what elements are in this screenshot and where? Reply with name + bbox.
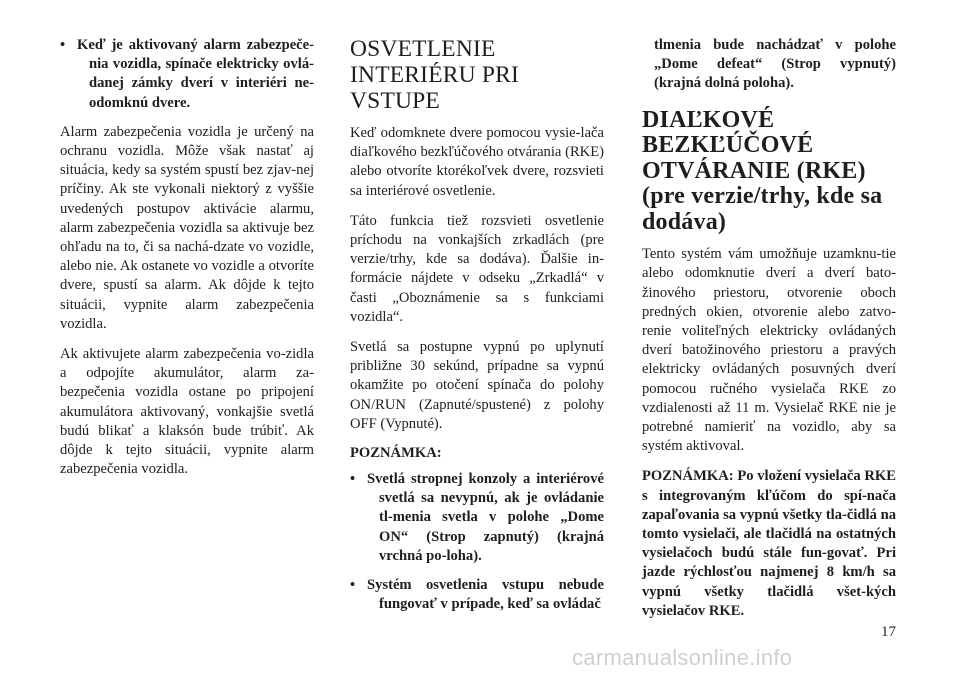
paragraph: Svetlá sa postupne vypnú po uplynutí približne 30 sekúnd, prípadne sa vypnú okamžite po otočení spínača do polohy ON/RUN (Zapnuté/spustené) z polohy OFF (Vypnuté).: [350, 339, 604, 432]
column-right: [642, 36, 896, 632]
bullet-item: [60, 36, 314, 113]
bullet-dot: •: [350, 471, 356, 488]
bullet-text: Svetlá stropnej konzoly a interiérové svetlá sa nevypnú, ak je ovládanie tl-menia svetla v polohe „Dome ON“ (Strop zapnutý) (krajná vrchná po-loha).: [367, 471, 604, 564]
page-number: 17: [881, 624, 896, 640]
paragraph: Tento systém vám umožňuje uzamknu-tie alebo odomknutie dverí a dverí bato-žinového priestoru, otvorenie oboch predných okien, otvorenie alebo zatvo-renie voliteľných elektricky ovládaných dverí batožinového priestoru a pravých elektricky ovládaných posuvných dverí pomocou ručného vysielača RKE zo vzdialenosti až 11 m. Vysielač RKE nie je potrebné namieriť na vozidlo, aby sa systém aktivoval.: [642, 246, 896, 455]
bullet-dot: •: [350, 577, 356, 594]
paragraph: Keď odomknete dvere pomocou vysie-lača diaľkového bezkľúčového otvárania (RKE) alebo otvoríte ktorékoľvek dvere, rozsvieti sa interiérové osvetlenie.: [350, 125, 604, 199]
bullet-text: Keď je aktivovaný alarm zabezpeče-nia vozidla, spínače elektricky ovlá-danej zámky dverí v interiéri ne-odomknú dvere.: [77, 37, 314, 111]
bullet-dot: •: [60, 37, 66, 53]
bullet-item: [350, 576, 604, 614]
paragraph: Alarm zabezpečenia vozidla je určený na ochranu vozidla. Môže však nastať aj situácia, kedy sa systém spustí bez zjav-nej príčiny. Ak ste vykonali niektorý z vyššie uvedených postupov aktivácie alarmu, alarm zabezpečenia vozidla sa aktivuje bez ohľadu na to, či sa nachá-dzate vo vozidle, alebo nie. Ak ostanete vo vozidle a otvoríte dvere, spustí sa alarm. Ak dôjde k tejto situácii, vypnite alarm zabezpečenia vozidla.: [60, 123, 314, 332]
watermark: carmanualsonline.info: [572, 645, 793, 670]
paragraph: Táto funkcia tiež rozsvieti osvetlenie príchodu na vonkajších zrkadlách (pre verzie/trhy, kde sa dodáva). Ďalšie in-formácie nájdete v odseku „Zrkadlá“ v časti „Oboznámenie sa s funkciami vozidla“.: [350, 212, 604, 325]
bullet-text: Systém osvetlenia vstupu nebude fungovať v prípade, keď sa ovládač: [367, 577, 604, 613]
note-paragraph: POZNÁMKA: Po vložení vysielača RKE s integrovaným kľúčom do spí-nača zapaľovania sa vypnú všetky tla-čidlá na tomto vysielači, ale tlačidlá na ostatných vysielačoch budú stále fun-govať. Pri jazde rýchlosťou najmenej 8 km/h sa vypnú všetky tlačidlá všet-kých vysielačov RKE.: [642, 468, 896, 619]
section-heading-rke: DIAĽKOVÉ BEZKĽÚČOVÉ OTVÁRANIE (RKE) (pre verzie/trhy, kde sa dodáva): [642, 106, 883, 235]
bullet-item: [350, 470, 604, 566]
paragraph: Ak aktivujete alarm zabezpečenia vo-zidla a odpojíte akumulátor, alarm za-bezpečenia vozidla ostane po pripojení akumulátora aktivovaný, vonkajšie svetlá budú blikať a klaksón bude trúbiť. Ak dôjde k tejto situácii, vypnite alarm zabezpečenia vozidla.: [60, 346, 314, 478]
column-left: [60, 36, 314, 490]
section-heading-interior-lighting: OSVETLENIE INTERIÉRU PRI VSTUPE: [350, 36, 520, 114]
note-label: POZNÁMKA:: [350, 445, 442, 462]
column-middle: [350, 36, 604, 624]
bullet-continuation: tlmenia bude nachádzať v polohe „Dome defeat“ (Strop vypnutý) (krajná dolná poloha).: [654, 37, 896, 92]
